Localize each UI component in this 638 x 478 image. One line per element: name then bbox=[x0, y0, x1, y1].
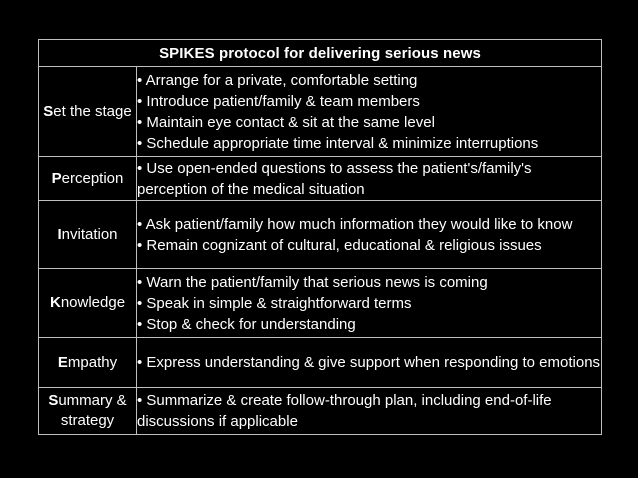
table-title: SPIKES protocol for delivering serious news bbox=[39, 40, 602, 67]
bullet-item: • Stop & check for understanding bbox=[137, 315, 356, 333]
bullet-item: • Warn the patient/family that serious news is coming bbox=[137, 273, 488, 291]
table-row bbox=[39, 388, 602, 435]
bullet-item: • Express understanding & give support when responding to emotions bbox=[137, 354, 601, 371]
row-description bbox=[137, 67, 602, 157]
bullet-item: • Use open-ended questions to assess the patient's/family's perception of the medical situation bbox=[137, 159, 532, 198]
label-key-letter: K bbox=[49, 294, 61, 311]
label-key-letter: P bbox=[51, 169, 62, 187]
row-label-empathy bbox=[39, 338, 137, 388]
table-row bbox=[39, 157, 602, 201]
label-rest: ummary & strategy bbox=[58, 392, 127, 429]
row-description bbox=[137, 338, 602, 388]
table-row bbox=[39, 201, 602, 269]
row-description bbox=[137, 157, 602, 201]
table-row bbox=[39, 338, 602, 388]
bullet-item: • Arrange for a private, comfortable setting bbox=[137, 71, 418, 89]
bullet-item: • Schedule appropriate time interval & minimize interruptions bbox=[137, 134, 539, 152]
label-rest: nowledge bbox=[60, 294, 126, 311]
row-label-invitation bbox=[39, 201, 137, 269]
row-description bbox=[137, 269, 602, 338]
bullet-item: • Ask patient/family how much information they would like to know bbox=[137, 215, 573, 233]
label-key-letter: S bbox=[43, 102, 54, 120]
bullet-item: • Maintain eye contact & sit at the same level bbox=[137, 113, 435, 131]
row-label-perception bbox=[39, 157, 137, 201]
row-label-knowledge bbox=[39, 269, 137, 338]
label-rest: mpathy bbox=[67, 353, 118, 371]
row-description bbox=[137, 388, 602, 435]
table-row bbox=[39, 67, 602, 157]
spikes-table bbox=[38, 39, 602, 435]
label-rest: nvitation bbox=[61, 225, 118, 243]
label-key-letter: I bbox=[57, 225, 62, 243]
label-key-letter: S bbox=[48, 392, 59, 409]
bullet-item: • Remain cognizant of cultural, educational & religious issues bbox=[137, 236, 542, 254]
row-label-set-the-stage bbox=[39, 67, 137, 157]
label-rest: et the stage bbox=[53, 102, 132, 120]
bullet-item: • Introduce patient/family & team members bbox=[137, 92, 420, 110]
row-label-summary-strategy bbox=[39, 388, 137, 435]
bullet-item: • Summarize & create follow-through plan, including end-of-life discussions if applicable bbox=[137, 392, 552, 430]
row-description bbox=[137, 201, 602, 269]
table-row bbox=[39, 269, 602, 338]
label-rest: erception bbox=[61, 169, 124, 187]
bullet-item: • Speak in simple & straightforward terms bbox=[137, 294, 412, 312]
label-key-letter: E bbox=[57, 353, 68, 371]
